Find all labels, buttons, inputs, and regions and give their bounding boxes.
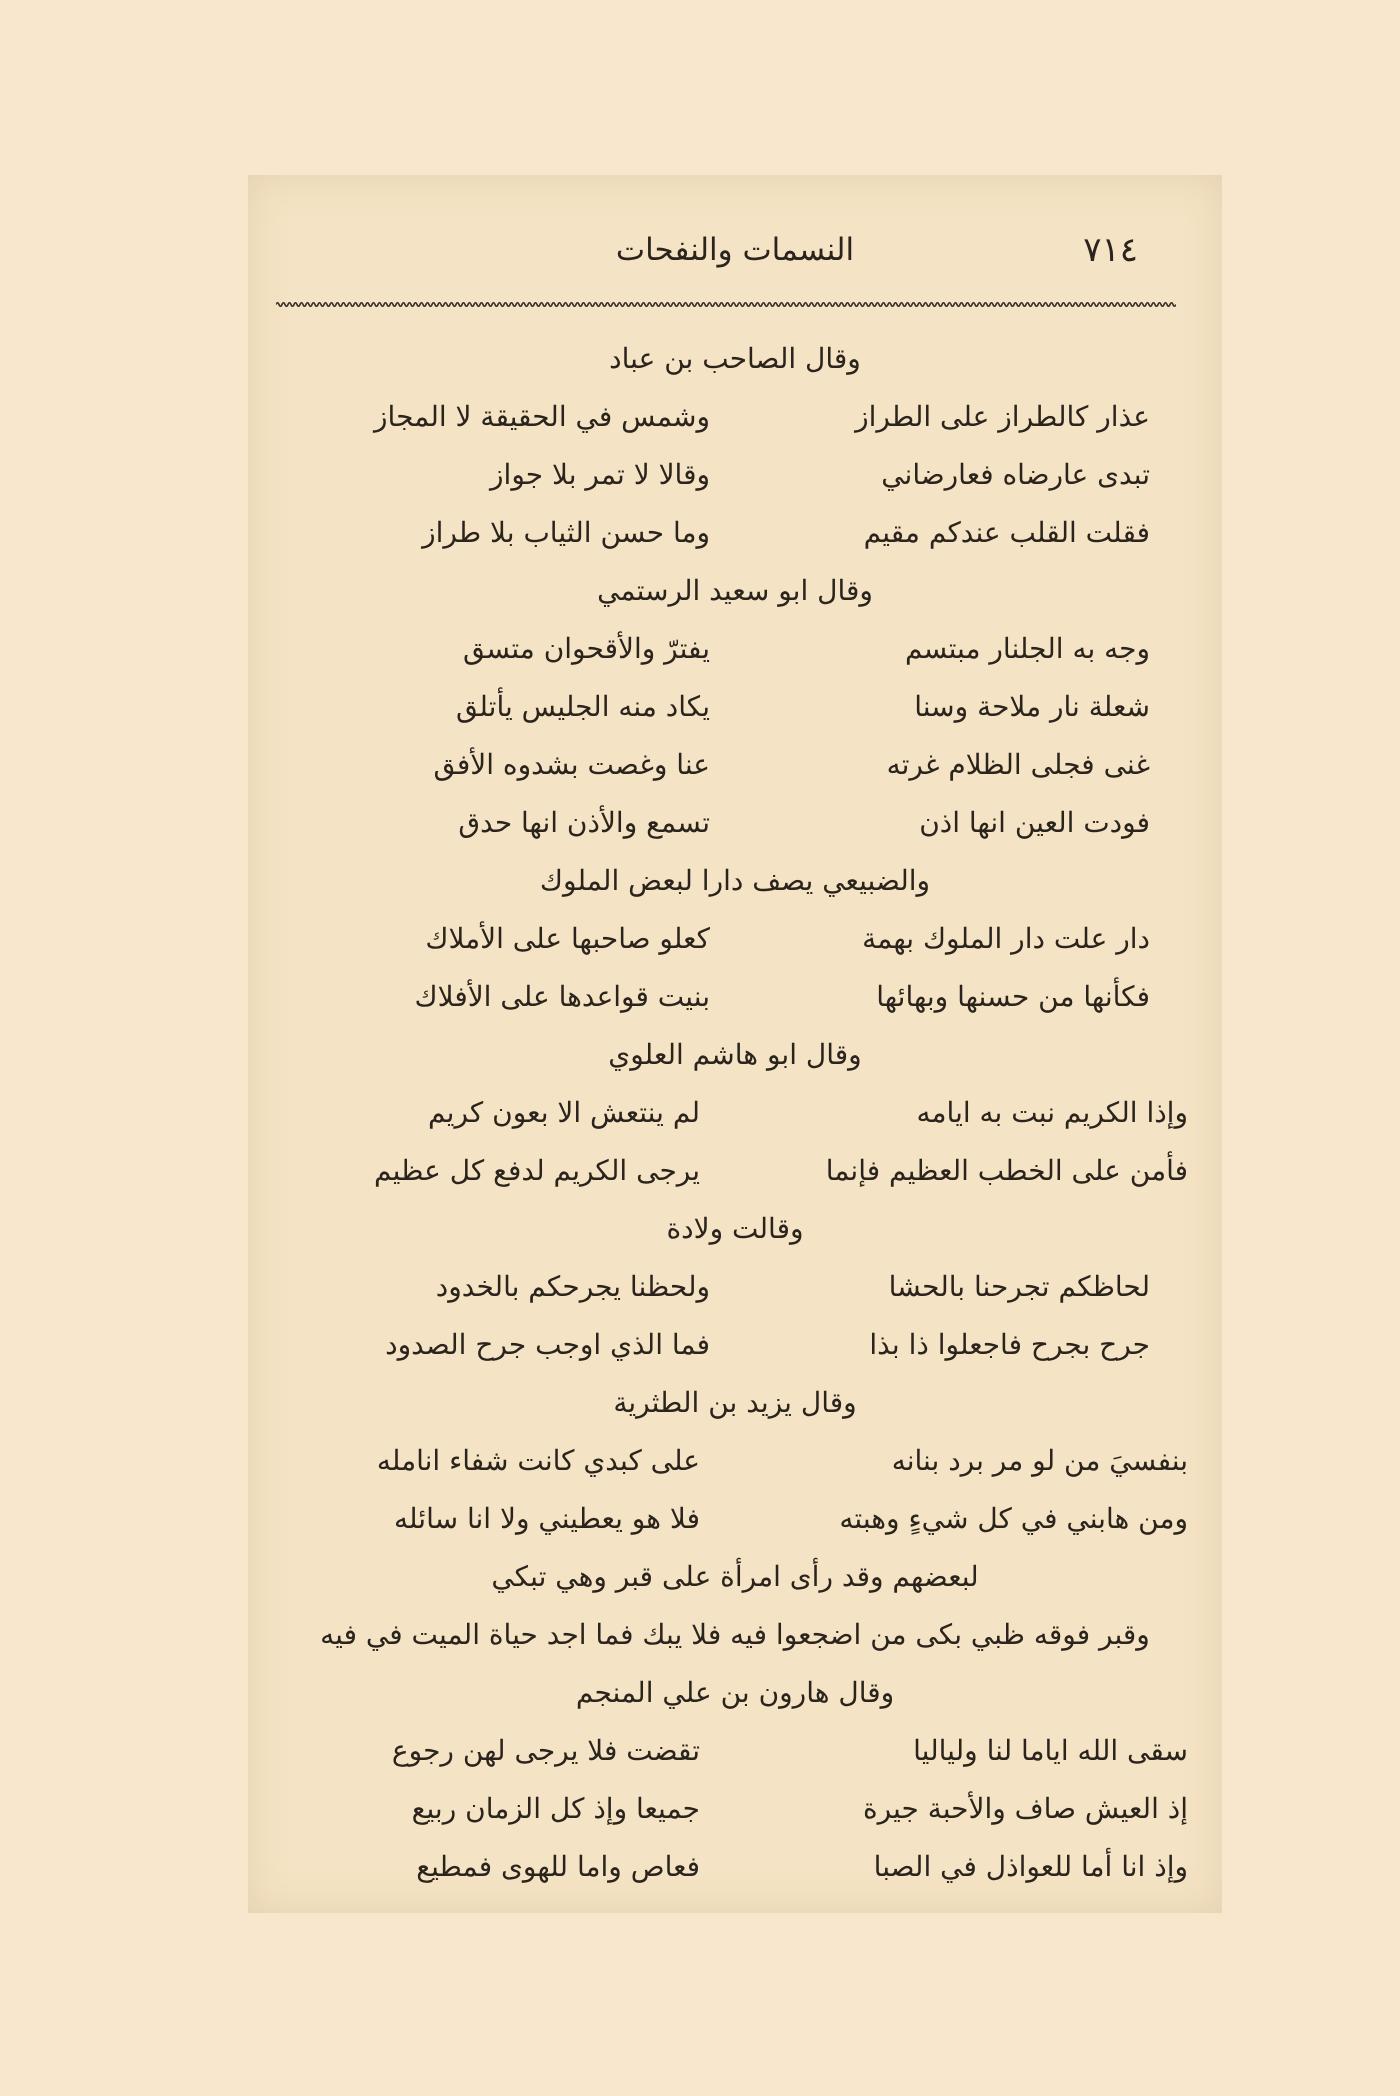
verse-line bbox=[280, 504, 1190, 562]
verse-line bbox=[280, 794, 1190, 852]
verse-first-hemistich: وجه به الجلنار مبتسم bbox=[904, 632, 1150, 665]
verse-second-hemistich: عنا وغصت بشدوه الأفق bbox=[433, 748, 710, 781]
verse-line bbox=[280, 1838, 1190, 1896]
poem-heading: وقالت ولادة bbox=[666, 1212, 804, 1245]
verse-first-hemistich: وإذ انا أما للعواذل في الصبا bbox=[873, 1850, 1188, 1883]
verse-first-hemistich: ومن هابني في كل شيءٍ وهبته bbox=[839, 1502, 1188, 1535]
verse-second-hemistich: تسمع والأذن انها حدق bbox=[458, 806, 710, 839]
verse-line bbox=[280, 968, 1190, 1026]
verse-second-hemistich: على كبدي كانت شفاء انامله bbox=[376, 1444, 700, 1477]
verse-second-hemistich: يرجى الكريم لدفع كل عظيم bbox=[374, 1154, 700, 1187]
verse-first-hemistich: شعلة نار ملاحة وسنا bbox=[914, 690, 1150, 723]
verse-line bbox=[280, 620, 1190, 678]
poem-heading: وقال يزيد بن الطثرية bbox=[613, 1386, 857, 1419]
verse-line bbox=[280, 1722, 1190, 1780]
running-title: النسمات والنفحات bbox=[615, 232, 855, 268]
verse-line bbox=[280, 678, 1190, 736]
verse-first-hemistich: سقى الله اياما لنا ولياليا bbox=[913, 1734, 1188, 1767]
verse-second-hemistich: بنيت قواعدها على الأفلاك bbox=[414, 980, 710, 1013]
verse-line bbox=[280, 1084, 1190, 1142]
poem-heading: وقال الصاحب بن عباد bbox=[609, 342, 861, 375]
page-number: ٧١٤ bbox=[1083, 230, 1138, 270]
page-header bbox=[280, 225, 1190, 275]
poem-heading: لبعضهم وقد رأى امرأة على قبر وهي تبكي bbox=[491, 1560, 979, 1593]
poem-heading: وقال هارون بن علي المنجم bbox=[575, 1676, 895, 1709]
verse-second-hemistich: فلا هو يعطيني ولا انا سائله bbox=[394, 1502, 700, 1535]
verse-first-hemistich: بنفسيَ من لو مر برد بنانه bbox=[891, 1444, 1188, 1477]
verse-line: وقبر فوقه ظبي بكى من اضجعوا فيه فلا يبك فما اجد حياة الميت في فيه bbox=[320, 1618, 1150, 1651]
verse-second-hemistich: وقالا لا تمر بلا جواز bbox=[490, 458, 710, 491]
verse-line bbox=[280, 910, 1190, 968]
verse-line bbox=[280, 1142, 1190, 1200]
verse-second-hemistich: ولحظنا يجرحكم بالخدود bbox=[435, 1270, 710, 1303]
verse-first-hemistich: دار علت دار الملوك بهمة bbox=[862, 922, 1150, 955]
verse-first-hemistich: لحاظكم تجرحنا بالحشا bbox=[888, 1270, 1150, 1303]
verse-line bbox=[280, 1780, 1190, 1838]
poem-heading: والضبيعي يصف دارا لبعض الملوك bbox=[539, 864, 931, 897]
wavy-rule bbox=[276, 300, 1176, 309]
verse-first-hemistich: وإذا الكريم نبت به ايامه bbox=[916, 1096, 1188, 1129]
verse-first-hemistich: إذ العيش صاف والأحبة جيرة bbox=[862, 1792, 1188, 1825]
page-body bbox=[280, 330, 1190, 1896]
verse-first-hemistich: تبدى عارضاه فعارضاني bbox=[881, 458, 1150, 491]
verse-line bbox=[280, 446, 1190, 504]
verse-line bbox=[280, 736, 1190, 794]
verse-line bbox=[280, 1432, 1190, 1490]
verse-second-hemistich: وشمس في الحقيقة لا المجاز bbox=[374, 400, 710, 433]
verse-first-hemistich: عذار كالطراز على الطراز bbox=[855, 400, 1150, 433]
verse-second-hemistich: فما الذي اوجب جرح الصدود bbox=[385, 1328, 710, 1361]
verse-second-hemistich: وما حسن الثياب بلا طراز bbox=[422, 516, 710, 549]
verse-first-hemistich: فودت العين انها اذن bbox=[919, 806, 1150, 839]
verse-second-hemistich: فعاص واما للهوى فمطيع bbox=[416, 1850, 700, 1883]
poem-heading: وقال ابو هاشم العلوي bbox=[608, 1038, 862, 1071]
verse-second-hemistich: يكاد منه الجليس يأتلق bbox=[456, 690, 710, 723]
verse-second-hemistich: تقضت فلا يرجى لهن رجوع bbox=[391, 1734, 700, 1767]
verse-first-hemistich: فقلت القلب عندكم مقيم bbox=[863, 516, 1150, 549]
wavy-rule-line bbox=[276, 300, 1176, 309]
verse-first-hemistich: فكأنها من حسنها وبهائها bbox=[876, 980, 1150, 1013]
verse-line bbox=[280, 1258, 1190, 1316]
verse-line bbox=[280, 1316, 1190, 1374]
verse-line bbox=[280, 388, 1190, 446]
verse-first-hemistich: جرح بجرح فاجعلوا ذا بذا bbox=[869, 1328, 1150, 1361]
verse-first-hemistich: فأمن على الخطب العظيم فإنما bbox=[825, 1154, 1188, 1187]
verse-second-hemistich: جميعا وإذ كل الزمان ربيع bbox=[411, 1792, 700, 1825]
book-page bbox=[248, 175, 1222, 1913]
verse-second-hemistich: يفترّ والأقحوان متسق bbox=[463, 632, 710, 665]
verse-first-hemistich: غنى فجلى الظلام غرته bbox=[886, 748, 1150, 781]
poem-heading: وقال ابو سعيد الرستمي bbox=[597, 574, 873, 607]
verse-second-hemistich: لم ينتعش الا بعون كريم bbox=[428, 1096, 700, 1129]
verse-second-hemistich: كعلو صاحبها على الأملاك bbox=[425, 922, 710, 955]
verse-line bbox=[280, 1490, 1190, 1548]
